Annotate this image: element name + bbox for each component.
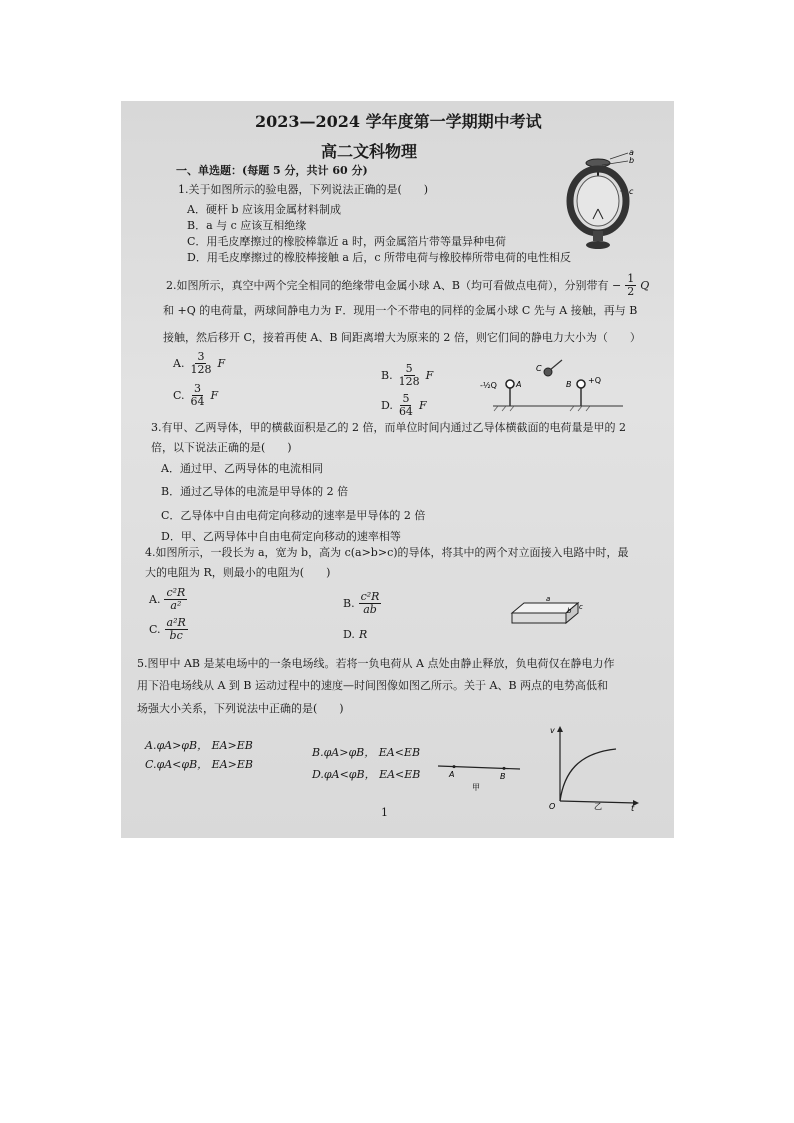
field-point-b-label: B — [500, 772, 506, 781]
q4-option-a-num: c²R — [166, 586, 186, 599]
q1-option-d: D．用毛皮摩擦过的橡胶棒接触 a 后，c 所带电荷与橡胶棒所带电荷的电性相反 — [187, 251, 572, 264]
q4-option-c-den: bc — [169, 629, 183, 642]
q4-option-c-letter: C. — [149, 622, 161, 636]
q2-option-c-unit: F — [210, 388, 219, 402]
q2-option-d-unit: F — [418, 398, 427, 412]
q2-option-d-den: 64 — [398, 405, 413, 418]
q2-option-c-num: 3 — [194, 382, 202, 395]
sphere-a-charge-label: -½Q — [480, 381, 497, 390]
figure-jia-caption: 甲 — [472, 783, 480, 792]
electroscope-figure — [566, 149, 642, 254]
q5-line2: 用下沿电场线从 A 到 B 运动过程中的速度—时间图像如图乙所示。关于 A、B 两点的电势高低和 — [137, 679, 609, 692]
q2-option-c — [173, 383, 218, 408]
block-label-c: c — [579, 603, 583, 611]
q3-option-a: A．通过甲、乙两导体的电流相同 — [161, 462, 323, 475]
q2-option-a-letter: A. — [173, 356, 185, 370]
sphere-c-label: C — [536, 364, 542, 373]
q4-option-d-letter: D. — [343, 628, 355, 641]
q5-line1: 5.图甲中 AB 是某电场中的一条电场线。若将一负电荷从 A 点处由静止释放，负电荷仅在静电力作 — [137, 657, 615, 670]
q3-line2: 倍，以下说法正确的是( ) — [151, 441, 292, 454]
graph-v-axis-label: v — [550, 726, 555, 735]
q4-option-b — [343, 591, 381, 616]
q2-fraction — [625, 273, 636, 298]
q5-option-c: C.φA<φB， EA>EB — [145, 758, 253, 771]
q2-option-b-frac — [397, 363, 422, 388]
q4-option-a-den: a² — [170, 599, 182, 612]
q4-line1: 4.如图所示，一段长为 a，宽为 b，高为 c(a>b>c)的导体，将其中的两个对立面接入电路中时，最 — [145, 546, 629, 559]
q4-option-b-num: c²R — [360, 590, 380, 603]
q2-option-b-den: 128 — [398, 375, 420, 388]
conductor-block-figure — [506, 593, 586, 633]
exam-page — [121, 101, 674, 838]
q3-option-c: C．乙导体中自由电荷定向移动的速率是甲导体的 2 倍 — [161, 509, 426, 522]
q4-option-a — [149, 587, 187, 612]
q1-option-b: B．a 与 c 应该互相绝缘 — [187, 219, 307, 232]
q5-line3: 场强大小关系，下列说法中正确的是( ) — [137, 702, 344, 715]
q2-option-b-num: 5 — [405, 362, 413, 375]
q5-option-b: B.φA>φB， EA<EB — [312, 746, 421, 759]
electroscope-label-a: a — [629, 149, 634, 157]
electroscope-label-b: b — [629, 156, 635, 165]
q1-option-a: A．硬杆 b 应该用金属材料制成 — [187, 203, 341, 216]
page-number: 1 — [381, 806, 388, 819]
electroscope-label-c: c — [629, 187, 634, 196]
q2-option-d-letter: D. — [381, 398, 393, 412]
field-point-a-label: A — [449, 770, 455, 779]
q4-option-c — [149, 617, 188, 642]
charged-spheres-figure — [478, 356, 638, 414]
velocity-time-graph — [546, 723, 641, 811]
q2-option-b-letter: B. — [381, 368, 393, 382]
q2-option-a — [173, 351, 225, 376]
q1-option-c: C．用毛皮摩擦过的橡胶棒靠近 a 时，两金属箔片带等量异种电荷 — [187, 235, 506, 248]
q2-option-b — [381, 363, 433, 388]
q4-option-c-frac — [165, 617, 188, 642]
q2-option-c-letter: C. — [173, 388, 185, 402]
q4-line2: 大的电阻为 R，则最小的电阻为( ) — [145, 566, 331, 579]
q2-option-a-frac — [188, 351, 213, 376]
q2-option-c-den: 64 — [190, 395, 205, 408]
graph-origin-label: O — [549, 802, 556, 811]
q4-option-a-frac — [164, 587, 187, 612]
graph-t-axis-label: t — [631, 804, 635, 811]
q2-option-d-frac — [397, 393, 415, 418]
sphere-a-label: A — [516, 380, 522, 389]
q1-stem: 1.关于如图所示的验电器，下列说法正确的是( ) — [178, 183, 429, 196]
q2-line2: 和 +Q 的电荷量，两球间静电力为 F．现用一个不带电的同样的金属小球 C 先与 A 接触，再与 B — [163, 304, 638, 317]
q2-line1 — [166, 273, 649, 298]
q2-frac-num: 1 — [627, 272, 635, 285]
q4-option-b-frac — [359, 591, 382, 616]
block-label-a: a — [546, 595, 551, 603]
q2-option-a-den: 128 — [190, 363, 212, 376]
sphere-b-charge-label: +Q — [588, 376, 601, 385]
field-line-figure — [436, 753, 526, 793]
q4-option-c-num: a²R — [166, 616, 186, 629]
section-heading: 一、单选题：(每题 5 分，共计 60 分) — [176, 164, 368, 177]
q2-line1-text: 2.如图所示，真空中两个完全相同的绝缘带电金属小球 A、B（均可看做点电荷），分别带有 − — [166, 278, 622, 292]
q3-option-b: B．通过乙导体的电流是甲导体的 2 倍 — [161, 485, 349, 498]
block-label-b: b — [567, 607, 572, 615]
exam-subtitle: 高二文科物理 — [321, 142, 418, 161]
q4-option-b-den: ab — [363, 603, 377, 616]
q5-option-a: A.φA>φB， EA>EB — [145, 739, 253, 752]
q2-line1-end: Q — [640, 278, 650, 292]
q2-option-d — [381, 393, 427, 418]
q3-option-d: D．甲、乙两导体中自由电荷定向移动的速率相等 — [161, 530, 401, 543]
exam-title: 2023—2024 学年度第一学期期中考试 — [255, 112, 542, 131]
q2-option-b-unit: F — [425, 368, 434, 382]
q2-option-a-unit: F — [217, 356, 226, 370]
q2-option-d-num: 5 — [402, 392, 410, 405]
q4-option-a-letter: A. — [149, 592, 161, 606]
q2-option-a-num: 3 — [197, 350, 205, 363]
q3-line1: 3.有甲、乙两导体，甲的横截面积是乙的 2 倍，而单位时间内通过乙导体横截面的电荷量是甲的 2 — [151, 421, 626, 434]
figure-yi-caption: 乙 — [594, 802, 602, 811]
q4-option-d-text: R — [358, 628, 368, 641]
q5-option-d: D.φA<φB， EA<EB — [312, 768, 421, 781]
q2-frac-den: 2 — [627, 285, 635, 298]
q2-line3: 接触，然后移开 C，接着再使 A、B 间距离增大为原来的 2 倍，则它们间的静电力大小为（ ） — [163, 331, 641, 344]
q2-option-c-frac — [189, 383, 207, 408]
sphere-b-label: B — [566, 380, 572, 389]
q4-option-b-letter: B. — [343, 596, 355, 610]
q4-option-d — [343, 628, 367, 642]
